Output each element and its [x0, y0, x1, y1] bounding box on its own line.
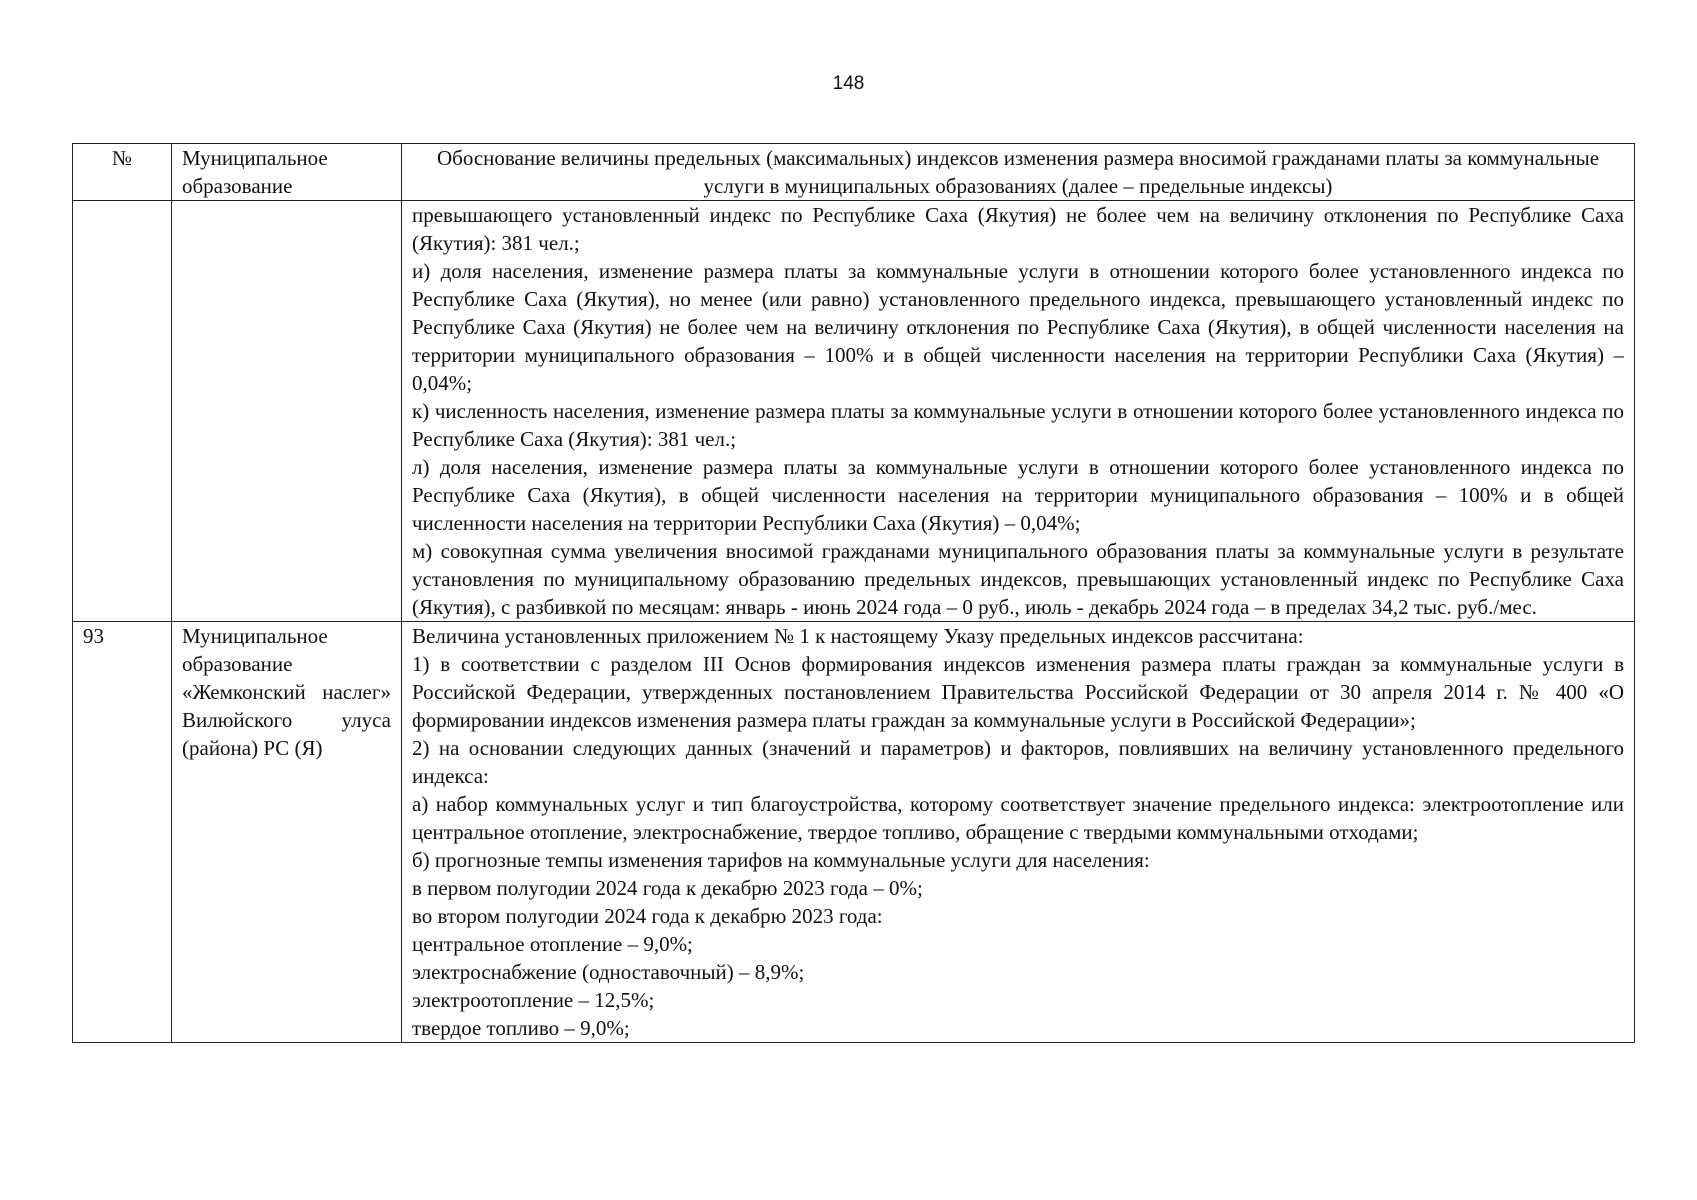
- row-municipality: [172, 201, 402, 622]
- justification-paragraph: твердое топливо – 9,0%;: [412, 1016, 630, 1040]
- table-row: [73, 201, 1635, 622]
- header-municipality: Муниципальное образование: [172, 144, 402, 201]
- row-municipality: Муниципальное образование «Жемконский наслег» Вилюйского улуса (района) РС (Я): [172, 622, 402, 1043]
- justification-paragraph: в первом полугодии 2024 года к декабрю 2023 года – 0%;: [412, 876, 923, 900]
- page-number: 148: [832, 73, 865, 94]
- header-justification: Обоснование величины предельных (максимальных) индексов изменения размера вносимой гражданами платы за коммунальные услуги в муниципальных образованиях (далее – предельные индексы): [402, 144, 1635, 201]
- table-row: [73, 622, 1635, 1043]
- justification-table: [72, 143, 1635, 1043]
- justification-paragraph: м) совокупная сумма увеличения вносимой гражданами муниципального образования платы за коммунальные услуги в результате установления по муниципальному образованию предельных индексов, превышающих установленный индекс по Республике Саха (Якутия), с разбивкой по месяцам: январь - июнь 2024 года – 0 руб., июль - декабрь 2024 года – в пределах 34,2 тыс. руб./мес.: [412, 539, 1624, 619]
- justification-paragraph: центральное отопление – 9,0%;: [412, 932, 693, 956]
- justification-paragraph: Величина установленных приложением № 1 к настоящему Указу предельных индексов рассчитана:: [412, 624, 1304, 648]
- justification-paragraph: 2) на основании следующих данных (значений и параметров) и факторов, повлиявших на величину установленного предельного индекса:: [412, 736, 1624, 788]
- row-justification: [402, 201, 1635, 622]
- justification-paragraph: электроотопление – 12,5%;: [412, 988, 655, 1012]
- justification-paragraph: во втором полугодии 2024 года к декабрю 2023 года:: [412, 904, 883, 928]
- justification-paragraph: и) доля населения, изменение размера платы за коммунальные услуги в отношении которого более установленного индекса по Республике Саха (Якутия), но менее (или равно) установленного предельного индекса, превышающего установленный индекс по Республике Саха (Якутия) не более чем на величину отклонения по Республике Саха (Якутия), в общей численности населения на территории муниципального образования – 100% и в общей численности населения на территории Республики Саха (Якутия) – 0,04%;: [412, 259, 1624, 395]
- justification-paragraph: а) набор коммунальных услуг и тип благоустройства, которому соответствует значение предельного индекса: электроотопление или центральное отопление, электроснабжение, твердое топливо, обращение с твердыми коммунальными отходами;: [412, 792, 1624, 844]
- justification-paragraph: л) доля населения, изменение размера платы за коммунальные услуги в отношении которого более установленного индекса по Республике Саха (Якутия), в общей численности населения на территории муниципального образования – 100% и в общей численности населения на территории Республики Саха (Якутия) – 0,04%;: [412, 455, 1624, 535]
- justification-paragraph: к) численность населения, изменение размера платы за коммунальные услуги в отношении которого более установленного индекса по Республике Саха (Якутия): 381 чел.;: [412, 399, 1624, 451]
- justification-paragraph: 1) в соответствии с разделом III Основ формирования индексов изменения размера платы граждан за коммунальные услуги в Российской Федерации, утвержденных постановлением Правительства Российской Федерации от 30 апреля 2014 г. № 400 «О формировании индексов изменения размера платы граждан за коммунальные услуги в Российской Федерации»;: [412, 652, 1624, 732]
- row-number: [73, 201, 172, 622]
- header-number: №: [73, 144, 172, 201]
- table-header-row: [73, 144, 1635, 201]
- justification-paragraph: электроснабжение (одноставочный) – 8,9%;: [412, 960, 805, 984]
- row-justification: [402, 622, 1635, 1043]
- row-number: 93: [73, 622, 172, 1043]
- justification-paragraph: б) прогнозные темпы изменения тарифов на коммунальные услуги для населения:: [412, 848, 1150, 872]
- justification-paragraph: превышающего установленный индекс по Республике Саха (Якутия) не более чем на величину отклонения по Республике Саха (Якутия): 381 чел.;: [412, 203, 1624, 255]
